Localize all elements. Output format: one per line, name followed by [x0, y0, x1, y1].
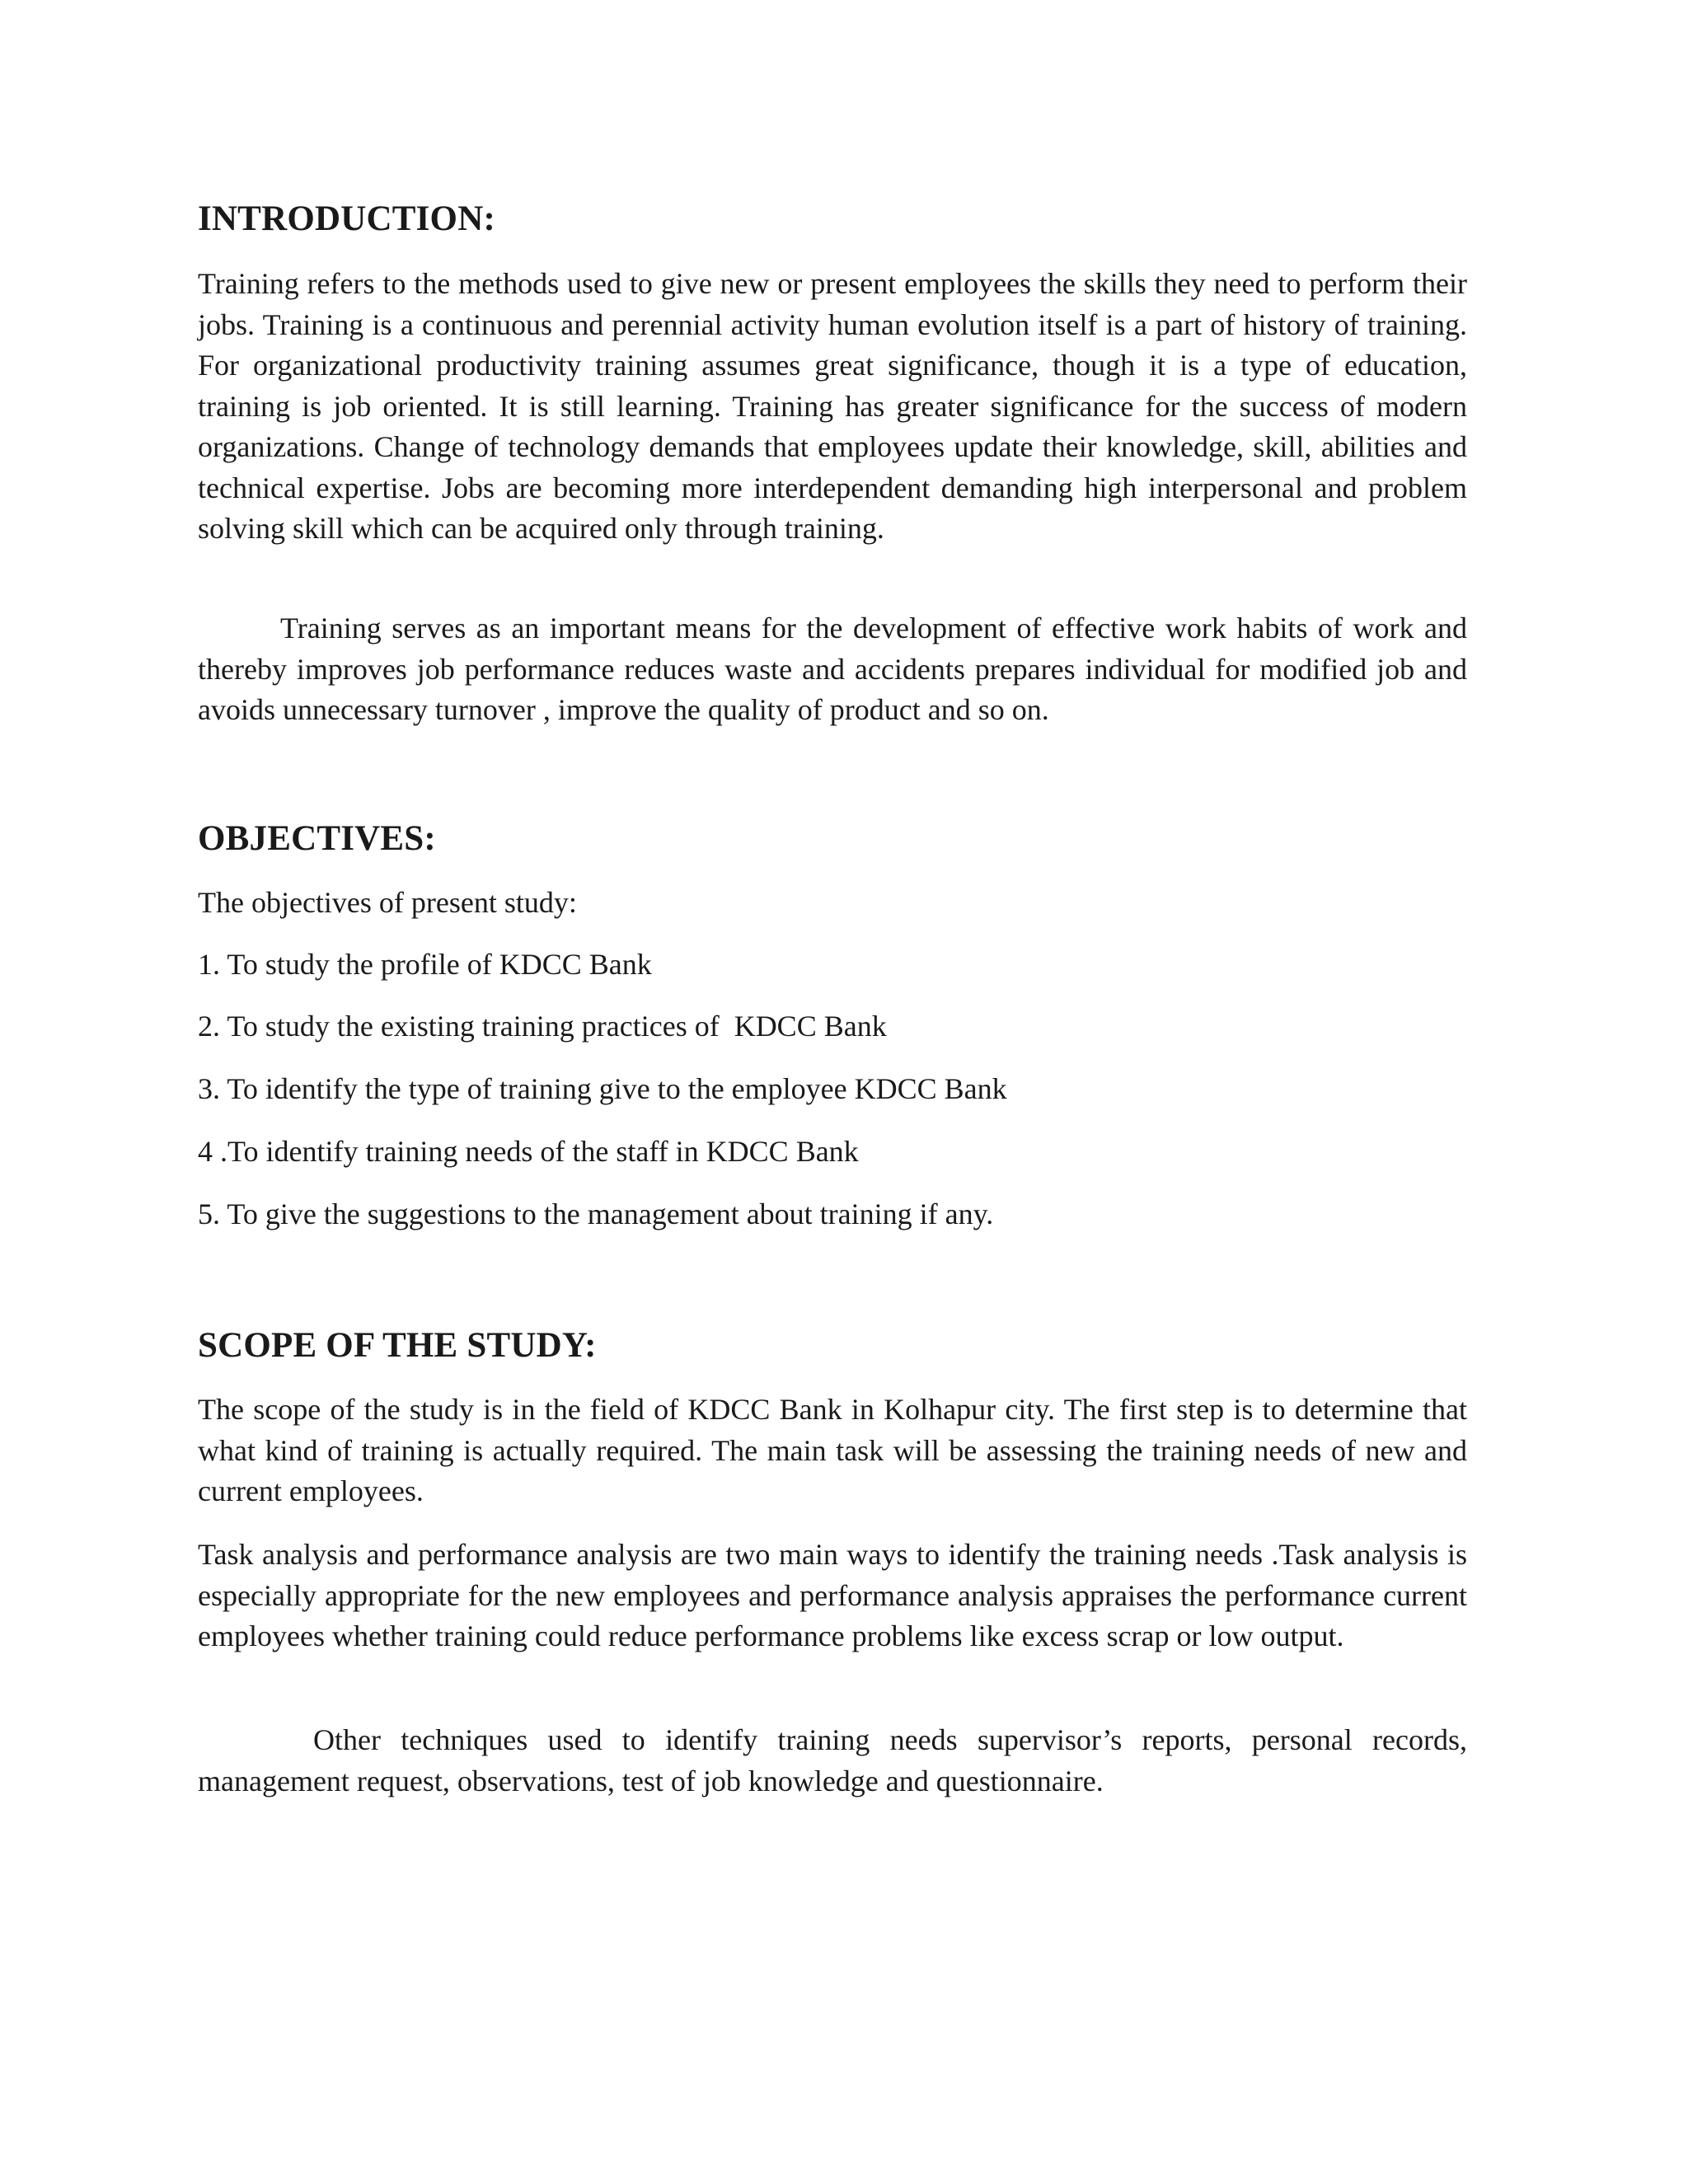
list-item: 5. To give the suggestions to the management about training if any. — [198, 1197, 994, 1230]
introduction-paragraph-1 — [198, 264, 1467, 550]
scope-heading: SCOPE OF THE STUDY: — [198, 1326, 597, 1365]
introduction-heading: INTRODUCTION: — [198, 199, 495, 238]
introduction-text-2: Training serves as an important means for the development of effective work habits of work and thereby improves job performance reduces waste and accidents prepares individual for modified job and avoids unnecessary turnover , improve the quality of product and so on. — [198, 612, 1467, 726]
list-item: 2. To study the existing training practices of KDCC Bank — [198, 1010, 887, 1043]
scope-text-3: Other techniques used to identify training needs supervisor’s reports, personal records, management request, observations, test of job knowledge and questionnaire. — [198, 1723, 1467, 1797]
objectives-section — [198, 816, 1467, 862]
list-item: 3. To identify the type of training give to the employee KDCC Bank — [198, 1072, 1007, 1105]
document-page — [198, 0, 1467, 2184]
objective-item-5 — [198, 1194, 1467, 1235]
scope-paragraph-3 — [198, 1720, 1467, 1802]
objective-item-2 — [198, 1006, 1467, 1047]
list-item: 1. To study the profile of KDCC Bank — [198, 948, 652, 981]
introduction-paragraph-2 — [198, 608, 1467, 731]
objective-item-4 — [198, 1132, 1467, 1173]
objectives-intro-text: The objectives of present study: — [198, 886, 577, 919]
scope-paragraph-2 — [198, 1535, 1467, 1657]
objective-item-1 — [198, 944, 1467, 986]
scope-section — [198, 1323, 1467, 1369]
scope-paragraph-1 — [198, 1390, 1467, 1512]
introduction-section — [198, 196, 1467, 242]
objectives-heading: OBJECTIVES: — [198, 819, 436, 858]
list-item: 4 .To identify training needs of the staff in KDCC Bank — [198, 1135, 859, 1168]
scope-text-1: The scope of the study is in the field of KDCC Bank in Kolhapur city. The first step is to determine that what kind of training is actually required. The main task will be assessing the training needs of new and current employees. — [198, 1393, 1467, 1507]
introduction-text-1: Training refers to the methods used to give new or present employees the skills they need to perform their jobs. Training is a continuous and perennial activity human evolution itself is a part of history of training. For organizational productivity training assumes great significance, though it is a type of education, training is job oriented. It is still learning. Training has greater significance for the success of modern organizations. Change of technology demands that employees update their knowledge, skill, abilities and technical expertise. Jobs are becoming more interdependent demanding high interpersonal and problem solving skill which can be acquired only through training. — [198, 267, 1467, 545]
scope-text-2: Task analysis and performance analysis are two main ways to identify the training needs .Task analysis is especially appropriate for the new employees and performance analysis appraises the performance current employees whether training could reduce performance problems like excess scrap or low output. — [198, 1538, 1467, 1652]
objectives-intro — [198, 883, 1467, 924]
objective-item-3 — [198, 1069, 1467, 1110]
